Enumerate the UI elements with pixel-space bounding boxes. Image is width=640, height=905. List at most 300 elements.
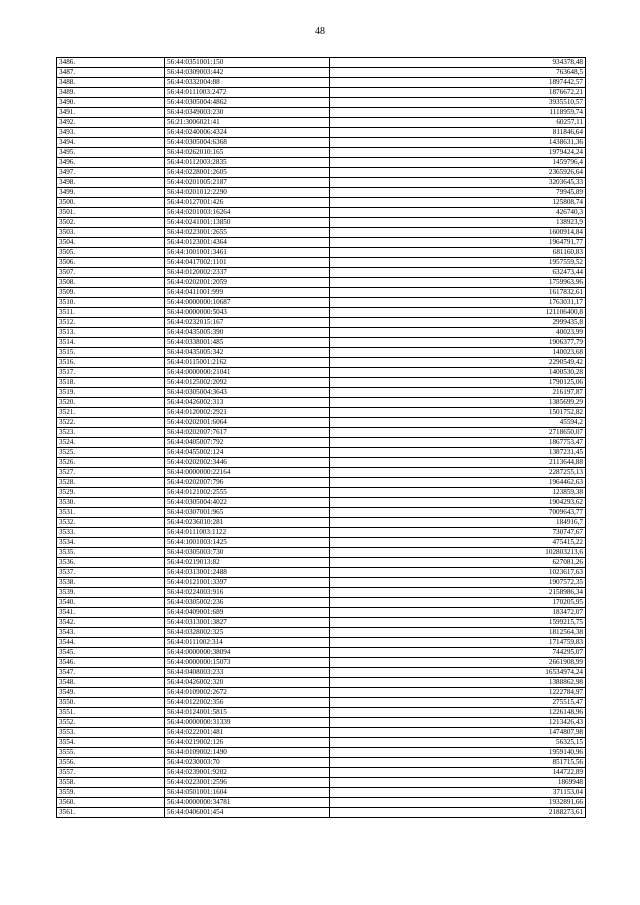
- cadastral-value-cell: 1600914,84: [330, 228, 586, 238]
- row-number-cell: 3505.: [57, 248, 165, 258]
- cadastral-number-cell: 56:44:0338001:485: [165, 338, 330, 348]
- table-row: [57, 158, 586, 168]
- table-row: [57, 228, 586, 238]
- table-body: [57, 58, 586, 818]
- cadastral-value-cell: 183472,07: [330, 608, 586, 618]
- cadastral-number-cell: 56:44:0111002:314: [165, 638, 330, 648]
- row-number-cell: 3554.: [57, 738, 165, 748]
- row-number-cell: 3519.: [57, 388, 165, 398]
- cadastral-value-cell: 2158986,34: [330, 588, 586, 598]
- cadastral-value-cell: 1599215,75: [330, 618, 586, 628]
- cadastral-number-cell: 56:44:0230003:70: [165, 758, 330, 768]
- row-number-cell: 3553.: [57, 728, 165, 738]
- cadastral-value-cell: 1867753,47: [330, 438, 586, 448]
- table-row: [57, 578, 586, 588]
- table-row: [57, 698, 586, 708]
- row-number-cell: 3559.: [57, 788, 165, 798]
- cadastral-number-cell: 56:44:0332004:88: [165, 78, 330, 88]
- cadastral-value-cell: 1790125,06: [330, 378, 586, 388]
- row-number-cell: 3527.: [57, 468, 165, 478]
- table-row: [57, 778, 586, 788]
- cadastral-value-cell: 1617832,61: [330, 288, 586, 298]
- cadastral-value-cell: 170205,95: [330, 598, 586, 608]
- cadastral-value-cell: 851715,56: [330, 758, 586, 768]
- table-row: [57, 768, 586, 778]
- table-row: [57, 418, 586, 428]
- row-number-cell: 3518.: [57, 378, 165, 388]
- cadastral-number-cell: 56:44:0201005:2187: [165, 178, 330, 188]
- table-row: [57, 388, 586, 398]
- cadastral-number-cell: 56:44:0201003:16264: [165, 208, 330, 218]
- cadastral-number-cell: 56:44:0120002:2921: [165, 408, 330, 418]
- row-number-cell: 3488.: [57, 78, 165, 88]
- table-row: [57, 708, 586, 718]
- cadastral-number-cell: 56:44:0120002:2337: [165, 268, 330, 278]
- table-row: [57, 568, 586, 578]
- table-row: [57, 288, 586, 298]
- row-number-cell: 3490.: [57, 98, 165, 108]
- row-number-cell: 3532.: [57, 518, 165, 528]
- cadastral-number-cell: 56:44:0305004:3643: [165, 388, 330, 398]
- row-number-cell: 3534.: [57, 538, 165, 548]
- cadastral-number-cell: 56:44:0262010:165: [165, 148, 330, 158]
- table-row: [57, 258, 586, 268]
- cadastral-value-cell: 138923,9: [330, 218, 586, 228]
- table-row: [57, 638, 586, 648]
- row-number-cell: 3523.: [57, 428, 165, 438]
- row-number-cell: 3538.: [57, 578, 165, 588]
- table-row: [57, 788, 586, 798]
- row-number-cell: 3522.: [57, 418, 165, 428]
- cadastral-value-cell: 1385699,29: [330, 398, 586, 408]
- row-number-cell: 3520.: [57, 398, 165, 408]
- row-number-cell: 3555.: [57, 748, 165, 758]
- cadastral-value-cell: 184916,7: [330, 518, 586, 528]
- cadastral-value-cell: 730747,67: [330, 528, 586, 538]
- table-row: [57, 328, 586, 338]
- row-number-cell: 3552.: [57, 718, 165, 728]
- table-row: [57, 168, 586, 178]
- row-number-cell: 3504.: [57, 238, 165, 248]
- cadastral-value-cell: 1763031,17: [330, 298, 586, 308]
- row-number-cell: 3556.: [57, 758, 165, 768]
- cadastral-number-cell: 56:44:0305004:6368: [165, 138, 330, 148]
- cadastral-value-cell: 275515,47: [330, 698, 586, 708]
- table-row: [57, 588, 586, 598]
- cadastral-value-cell: 45594,2: [330, 418, 586, 428]
- cadastral-number-cell: 56:44:0228001:2605: [165, 168, 330, 178]
- cadastral-value-table: [56, 57, 586, 818]
- row-number-cell: 3509.: [57, 288, 165, 298]
- row-number-cell: 3491.: [57, 108, 165, 118]
- cadastral-number-cell: 56:44:0305002:236: [165, 598, 330, 608]
- table-row: [57, 448, 586, 458]
- table-row: [57, 238, 586, 248]
- cadastral-number-cell: 56:44:1001003:1425: [165, 538, 330, 548]
- cadastral-number-cell: 56:44:0202001:2059: [165, 278, 330, 288]
- cadastral-value-cell: 681160,83: [330, 248, 586, 258]
- table-row: [57, 668, 586, 678]
- cadastral-number-cell: 56:44:0000000:38094: [165, 648, 330, 658]
- cadastral-number-cell: 56:44:0115001:2162: [165, 358, 330, 368]
- cadastral-number-cell: 56:44:0219013:82: [165, 558, 330, 568]
- cadastral-number-cell: 56:44:0501001:1604: [165, 788, 330, 798]
- cadastral-value-cell: 2287255,13: [330, 468, 586, 478]
- row-number-cell: 3515.: [57, 348, 165, 358]
- cadastral-value-cell: 2661908,99: [330, 658, 586, 668]
- cadastral-value-cell: 1964462,63: [330, 478, 586, 488]
- row-number-cell: 3501.: [57, 208, 165, 218]
- row-number-cell: 3494.: [57, 138, 165, 148]
- table-row: [57, 208, 586, 218]
- cadastral-value-cell: 627081,26: [330, 558, 586, 568]
- cadastral-value-cell: 1932891,66: [330, 798, 586, 808]
- table-row: [57, 468, 586, 478]
- cadastral-value-cell: 1388862,98: [330, 678, 586, 688]
- cadastral-number-cell: 56:44:0202002:3446: [165, 458, 330, 468]
- row-number-cell: 3502.: [57, 218, 165, 228]
- row-number-cell: 3542.: [57, 618, 165, 628]
- table-row: [57, 178, 586, 188]
- row-number-cell: 3500.: [57, 198, 165, 208]
- row-number-cell: 3545.: [57, 648, 165, 658]
- cadastral-number-cell: 56:44:0000000:10687: [165, 298, 330, 308]
- cadastral-value-cell: 1438631,36: [330, 138, 586, 148]
- row-number-cell: 3531.: [57, 508, 165, 518]
- cadastral-value-cell: 144722,89: [330, 768, 586, 778]
- cadastral-number-cell: 56:44:0223001:2655: [165, 228, 330, 238]
- cadastral-value-cell: 216197,87: [330, 388, 586, 398]
- row-number-cell: 3498.: [57, 178, 165, 188]
- cadastral-number-cell: 56:44:0406001:454: [165, 808, 330, 818]
- row-number-cell: 3561.: [57, 808, 165, 818]
- table-row: [57, 368, 586, 378]
- cadastral-number-cell: 56:44:0219002:126: [165, 738, 330, 748]
- cadastral-value-cell: 763648,5: [330, 68, 586, 78]
- cadastral-value-cell: 744295,07: [330, 648, 586, 658]
- cadastral-number-cell: 56:44:0111003:1122: [165, 528, 330, 538]
- table-row: [57, 618, 586, 628]
- table-row: [57, 508, 586, 518]
- cadastral-value-cell: 40023,99: [330, 328, 586, 338]
- table-row: [57, 398, 586, 408]
- cadastral-number-cell: 56:44:0224003:916: [165, 588, 330, 598]
- cadastral-number-cell: 56:44:0305004:4862: [165, 98, 330, 108]
- cadastral-value-cell: 60257,11: [330, 118, 586, 128]
- cadastral-number-cell: 56:44:0239001:9202: [165, 768, 330, 778]
- table-row: [57, 498, 586, 508]
- table-row: [57, 518, 586, 528]
- row-number-cell: 3493.: [57, 128, 165, 138]
- cadastral-number-cell: 56:44:0426002:313: [165, 398, 330, 408]
- cadastral-number-cell: 56:44:0127001:426: [165, 198, 330, 208]
- row-number-cell: 3495.: [57, 148, 165, 158]
- cadastral-number-cell: 56:44:0222001:481: [165, 728, 330, 738]
- table-row: [57, 718, 586, 728]
- table-row: [57, 278, 586, 288]
- cadastral-number-cell: 56:44:0223001:2596: [165, 778, 330, 788]
- table-row: [57, 308, 586, 318]
- table-row: [57, 728, 586, 738]
- cadastral-value-cell: 16534974,24: [330, 668, 586, 678]
- cadastral-number-cell: 56:44:0305004:4022: [165, 498, 330, 508]
- table-row: [57, 148, 586, 158]
- row-number-cell: 3486.: [57, 58, 165, 68]
- cadastral-number-cell: 56:44:0313001:3827: [165, 618, 330, 628]
- table-row: [57, 118, 586, 128]
- row-number-cell: 3526.: [57, 458, 165, 468]
- row-number-cell: 3517.: [57, 368, 165, 378]
- table-row: [57, 798, 586, 808]
- cadastral-number-cell: 56:44:0405007:792: [165, 438, 330, 448]
- cadastral-number-cell: 56:44:1001001:3461: [165, 248, 330, 258]
- table-row: [57, 548, 586, 558]
- cadastral-number-cell: 56:44:0240006:4324: [165, 128, 330, 138]
- cadastral-number-cell: 56:44:0202007:796: [165, 478, 330, 488]
- cadastral-number-cell: 56:44:0000000:21041: [165, 368, 330, 378]
- row-number-cell: 3536.: [57, 558, 165, 568]
- row-number-cell: 3503.: [57, 228, 165, 238]
- cadastral-number-cell: 56:44:0000000:5043: [165, 308, 330, 318]
- table-row: [57, 608, 586, 618]
- cadastral-value-cell: 121106400,8: [330, 308, 586, 318]
- row-number-cell: 3544.: [57, 638, 165, 648]
- row-number-cell: 3514.: [57, 338, 165, 348]
- row-number-cell: 3513.: [57, 328, 165, 338]
- row-number-cell: 3499.: [57, 188, 165, 198]
- row-number-cell: 3537.: [57, 568, 165, 578]
- cadastral-number-cell: 56:44:0435005:390: [165, 328, 330, 338]
- row-number-cell: 3530.: [57, 498, 165, 508]
- row-number-cell: 3549.: [57, 688, 165, 698]
- cadastral-number-cell: 56:44:0112003:2835: [165, 158, 330, 168]
- page-number: 48: [315, 26, 325, 37]
- cadastral-value-cell: 1897442,57: [330, 78, 586, 88]
- cadastral-value-cell: 1869948: [330, 778, 586, 788]
- cadastral-value-cell: 475415,22: [330, 538, 586, 548]
- cadastral-number-cell: 56:44:0124001:5815: [165, 708, 330, 718]
- table-row: [57, 98, 586, 108]
- table-row: [57, 188, 586, 198]
- cadastral-number-cell: 56:44:0123001:4364: [165, 238, 330, 248]
- cadastral-value-cell: 1226148,96: [330, 708, 586, 718]
- cadastral-value-cell: 1957559,52: [330, 258, 586, 268]
- table-row: [57, 138, 586, 148]
- cadastral-number-cell: 56:44:0313001:2488: [165, 568, 330, 578]
- cadastral-number-cell: 56:44:0232015:167: [165, 318, 330, 328]
- row-number-cell: 3512.: [57, 318, 165, 328]
- cadastral-number-cell: 56:44:0000000:34781: [165, 798, 330, 808]
- cadastral-value-cell: 140023,68: [330, 348, 586, 358]
- table-row: [57, 808, 586, 818]
- row-number-cell: 3528.: [57, 478, 165, 488]
- cadastral-value-cell: 1812564,38: [330, 628, 586, 638]
- table-row: [57, 748, 586, 758]
- cadastral-number-cell: 56:44:0411001:999: [165, 288, 330, 298]
- table-row: [57, 378, 586, 388]
- table-row: [57, 68, 586, 78]
- table-row: [57, 478, 586, 488]
- cadastral-value-cell: 1979424,24: [330, 148, 586, 158]
- cadastral-number-cell: 56:44:0409001:689: [165, 608, 330, 618]
- table-row: [57, 648, 586, 658]
- cadastral-number-cell: 56:44:0455002:124: [165, 448, 330, 458]
- cadastral-value-cell: 2365926,64: [330, 168, 586, 178]
- cadastral-number-cell: 56:44:0121001:3397: [165, 578, 330, 588]
- cadastral-value-cell: 102803213,6: [330, 548, 586, 558]
- row-number-cell: 3548.: [57, 678, 165, 688]
- table-row: [57, 58, 586, 68]
- table-row: [57, 348, 586, 358]
- cadastral-value-cell: 2290549,42: [330, 358, 586, 368]
- cadastral-value-cell: 1213426,43: [330, 718, 586, 728]
- cadastral-number-cell: 56:44:0435005:342: [165, 348, 330, 358]
- table-row: [57, 298, 586, 308]
- cadastral-value-cell: 1959140,96: [330, 748, 586, 758]
- cadastral-value-cell: 3935510,57: [330, 98, 586, 108]
- cadastral-value-cell: 2188273,61: [330, 808, 586, 818]
- table-row: [57, 248, 586, 258]
- table-row: [57, 78, 586, 88]
- cadastral-value-cell: 56325,15: [330, 738, 586, 748]
- table-row: [57, 488, 586, 498]
- cadastral-number-cell: 56:44:0000000:22164: [165, 468, 330, 478]
- table-row: [57, 688, 586, 698]
- row-number-cell: 3510.: [57, 298, 165, 308]
- cadastral-value-cell: 2718650,07: [330, 428, 586, 438]
- cadastral-number-cell: 56:21:3006021:41: [165, 118, 330, 128]
- cadastral-value-cell: 1906377,79: [330, 338, 586, 348]
- table-row: [57, 318, 586, 328]
- table-row: [57, 538, 586, 548]
- cadastral-number-cell: 56:44:0408003:233: [165, 668, 330, 678]
- table-row: [57, 738, 586, 748]
- table-row: [57, 268, 586, 278]
- cadastral-number-cell: 56:44:0236010:281: [165, 518, 330, 528]
- cadastral-number-cell: 56:44:0000000:31339: [165, 718, 330, 728]
- cadastral-value-cell: 1964791,77: [330, 238, 586, 248]
- cadastral-value-cell: 1759963,96: [330, 278, 586, 288]
- cadastral-value-cell: 1023617,63: [330, 568, 586, 578]
- table-row: [57, 198, 586, 208]
- cadastral-number-cell: 56:44:0000000:15073: [165, 658, 330, 668]
- row-number-cell: 3540.: [57, 598, 165, 608]
- cadastral-value-cell: 371153,04: [330, 788, 586, 798]
- table-row: [57, 358, 586, 368]
- row-number-cell: 3529.: [57, 488, 165, 498]
- cadastral-number-cell: 56:44:0111003:2472: [165, 88, 330, 98]
- cadastral-value-cell: 1904293,62: [330, 498, 586, 508]
- cadastral-number-cell: 56:44:0241001:13850: [165, 218, 330, 228]
- table-row: [57, 558, 586, 568]
- row-number-cell: 3507.: [57, 268, 165, 278]
- cadastral-value-cell: 1222784,97: [330, 688, 586, 698]
- cadastral-value-cell: 123859,38: [330, 488, 586, 498]
- cadastral-value-cell: 632473,44: [330, 268, 586, 278]
- cadastral-value-cell: 1714759,83: [330, 638, 586, 648]
- cadastral-number-cell: 56:44:0121002:2555: [165, 488, 330, 498]
- table-row: [57, 458, 586, 468]
- cadastral-number-cell: 56:44:0125002:2092: [165, 378, 330, 388]
- row-number-cell: 3496.: [57, 158, 165, 168]
- cadastral-value-cell: 1501752,82: [330, 408, 586, 418]
- row-number-cell: 3506.: [57, 258, 165, 268]
- table-row: [57, 528, 586, 538]
- table-row: [57, 438, 586, 448]
- table-row: [57, 628, 586, 638]
- cadastral-value-cell: 1907572,35: [330, 578, 586, 588]
- cadastral-value-cell: 2113644,88: [330, 458, 586, 468]
- row-number-cell: 3543.: [57, 628, 165, 638]
- row-number-cell: 3560.: [57, 798, 165, 808]
- row-number-cell: 3546.: [57, 658, 165, 668]
- cadastral-number-cell: 56:44:0349003:230: [165, 108, 330, 118]
- row-number-cell: 3535.: [57, 548, 165, 558]
- row-number-cell: 3489.: [57, 88, 165, 98]
- cadastral-number-cell: 56:44:0201012:2290: [165, 188, 330, 198]
- row-number-cell: 3541.: [57, 608, 165, 618]
- cadastral-number-cell: 56:44:0109002:2672: [165, 688, 330, 698]
- cadastral-number-cell: 56:44:0309003:442: [165, 68, 330, 78]
- cadastral-value-cell: 1118959,74: [330, 108, 586, 118]
- row-number-cell: 3511.: [57, 308, 165, 318]
- table-row: [57, 408, 586, 418]
- row-number-cell: 3539.: [57, 588, 165, 598]
- row-number-cell: 3557.: [57, 768, 165, 778]
- row-number-cell: 3524.: [57, 438, 165, 448]
- row-number-cell: 3508.: [57, 278, 165, 288]
- table-row: [57, 758, 586, 768]
- table-row: [57, 658, 586, 668]
- cadastral-value-cell: 1474807,98: [330, 728, 586, 738]
- cadastral-value-cell: 1400530,28: [330, 368, 586, 378]
- cadastral-number-cell: 56:44:0202007:7617: [165, 428, 330, 438]
- cadastral-number-cell: 56:44:0426002:320: [165, 678, 330, 688]
- cadastral-number-cell: 56:44:0351001:150: [165, 58, 330, 68]
- row-number-cell: 3521.: [57, 408, 165, 418]
- cadastral-value-cell: 426740,3: [330, 208, 586, 218]
- cadastral-value-cell: 79945,89: [330, 188, 586, 198]
- cadastral-value-cell: 2999435,8: [330, 318, 586, 328]
- cadastral-number-cell: 56:44:0305003:730: [165, 548, 330, 558]
- row-number-cell: 3547.: [57, 668, 165, 678]
- cadastral-value-cell: 934378,48: [330, 58, 586, 68]
- row-number-cell: 3487.: [57, 68, 165, 78]
- cadastral-value-cell: 125808,74: [330, 198, 586, 208]
- row-number-cell: 3492.: [57, 118, 165, 128]
- cadastral-value-cell: 3203645,33: [330, 178, 586, 188]
- table-row: [57, 218, 586, 228]
- table-row: [57, 678, 586, 688]
- cadastral-number-cell: 56:44:0122002:356: [165, 698, 330, 708]
- cadastral-value-cell: 1876672,21: [330, 88, 586, 98]
- row-number-cell: 3525.: [57, 448, 165, 458]
- cadastral-value-cell: 811846,64: [330, 128, 586, 138]
- row-number-cell: 3497.: [57, 168, 165, 178]
- table-row: [57, 128, 586, 138]
- row-number-cell: 3558.: [57, 778, 165, 788]
- cadastral-value-cell: 1387231,45: [330, 448, 586, 458]
- row-number-cell: 3550.: [57, 698, 165, 708]
- table-row: [57, 428, 586, 438]
- cadastral-number-cell: 56:44:0307001:965: [165, 508, 330, 518]
- table-row: [57, 108, 586, 118]
- cadastral-value-cell: 1459796,4: [330, 158, 586, 168]
- table-row: [57, 598, 586, 608]
- row-number-cell: 3516.: [57, 358, 165, 368]
- cadastral-number-cell: 56:44:0417002:1101: [165, 258, 330, 268]
- row-number-cell: 3533.: [57, 528, 165, 538]
